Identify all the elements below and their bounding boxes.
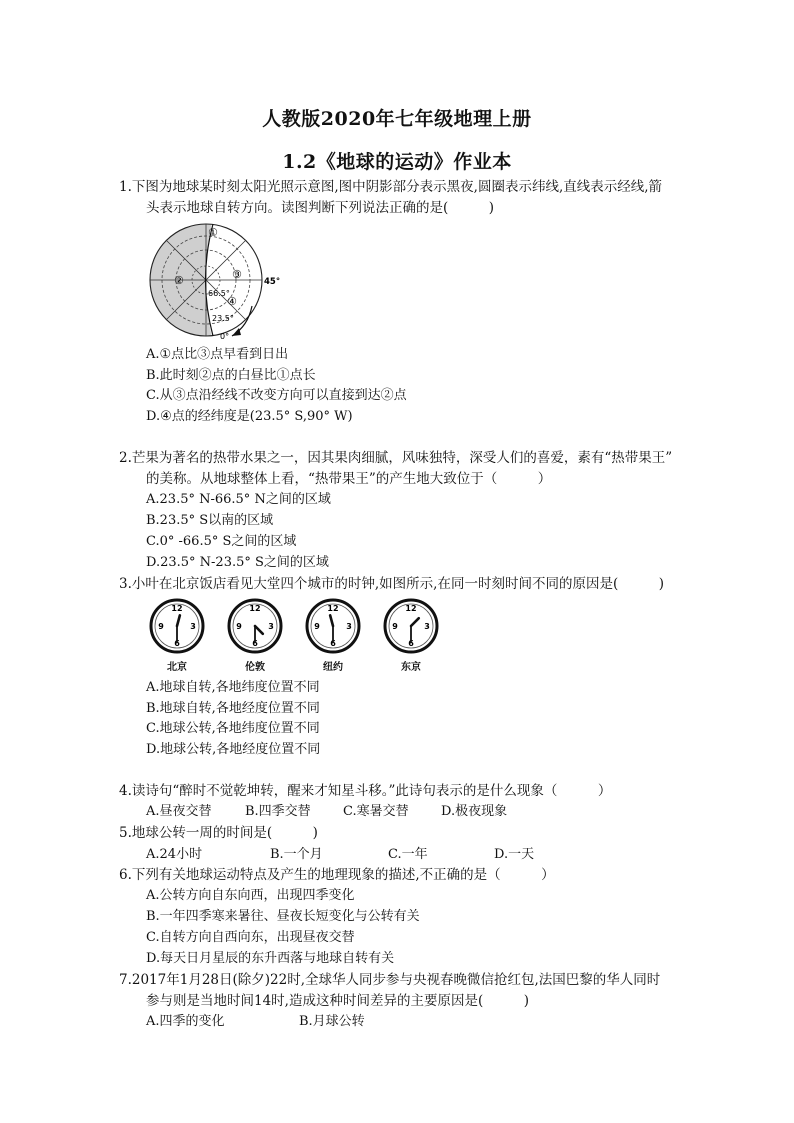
marker-1: ① [208,226,218,239]
q1-option-b[interactable]: B.此时刻②点的白昼比①点长 [146,368,316,383]
q1-option-c[interactable]: C.从③点沿经线不改变方向可以直接到达②点 [146,388,407,403]
clock-number: 3 [190,622,196,631]
clock-number: 9 [392,622,398,631]
q1-earth-illumination-diagram [140,218,290,343]
clock-number: 6 [330,639,336,648]
q4-option-b[interactable]: B.四季交替 [245,804,311,819]
q6-option-d[interactable]: D.每天日月星辰的东升西落与地球自转有关 [146,951,395,966]
clock-number: 12 [405,604,417,613]
page-subtitle: 1.2《地球的运动》作业本 [282,151,512,173]
clock-number: 12 [171,604,183,613]
q5-option-b[interactable]: B.一个月 [270,847,323,862]
clock-4 [378,596,448,658]
clock-city-label: 东京 [401,662,421,673]
q3-option-a[interactable]: A.地球自转,各地纬度位置不同 [146,680,320,695]
q5-option-c[interactable]: C.一年 [388,847,428,862]
clock-number: 9 [314,622,320,631]
clock-number: 6 [174,639,180,648]
q5-stem: 5.地球公转一周的时间是( ) [119,825,318,841]
q3-clocks-figure [143,596,463,674]
clock-number: 3 [346,622,352,631]
q1-stem-line2: 头表示地球自转方向。读图判断下列说法正确的是( ) [146,200,495,216]
q1-option-a[interactable]: A.①点比③点早看到日出 [146,347,289,362]
q4-stem: 4.读诗句“醉时不觉乾坤转，醒来才知星斗移。”此诗句表示的是什么现象（ ） [119,783,612,799]
q4-option-d[interactable]: D.极夜现象 [441,804,508,819]
clock-2 [222,596,292,658]
q3-option-b[interactable]: B.地球自转,各地经度位置不同 [146,701,320,716]
marker-4: ④ [227,295,237,308]
clock-number: 9 [236,622,242,631]
q1-stem-line1: 1.下图为地球某时刻太阳光照示意图,图中阴影部分表示黑夜,圆圈表示纬线,直线表示经线,箭 [119,179,663,195]
q2-option-d[interactable]: D.23.5° N-23.5° S之间的区域 [146,555,329,570]
q6-stem: 6.下列有关地球运动特点及产生的地理现象的描述,不正确的是（ ） [119,867,555,883]
q6-option-a[interactable]: A.公转方向自东向西，出现四季变化 [146,888,355,903]
clock-number: 6 [408,639,414,648]
q3-option-d[interactable]: D.地球公转,各地经度位置不同 [146,742,321,757]
q4-option-c[interactable]: C.寒暑交替 [343,804,409,819]
q2-option-b[interactable]: B.23.5° S以南的区域 [146,513,274,528]
marker-3: ③ [232,268,242,281]
q2-option-c[interactable]: C.0° -66.5° S之间的区域 [146,534,297,549]
clock-number: 3 [424,622,430,631]
q7-option-b[interactable]: B.月球公转 [299,1014,365,1029]
page-title: 人教版2020年七年级地理上册 [262,108,532,130]
q5-option-a[interactable]: A.24小时 [146,847,203,862]
q6-option-c[interactable]: C.自转方向自西向东，出现昼夜交替 [146,930,355,945]
clock-number: 12 [327,604,339,613]
marker-2: ② [174,274,184,287]
clock-number: 3 [268,622,274,631]
clock-number: 12 [249,604,261,613]
label-23-5: 23.5° [212,314,234,323]
clock-1 [144,596,214,658]
label-45: 45° [264,277,281,287]
q6-option-b[interactable]: B.一年四季寒来暑往、昼夜长短变化与公转有关 [146,909,420,924]
q2-stem-line1: 2.芒果为著名的热带水果之一，因其果肉细腻，风味独特，深受人们的喜爱，素有“热带果王” [119,450,673,466]
q5-option-d[interactable]: D.一天 [494,847,535,862]
clock-number: 6 [252,639,258,648]
label-66-5: 66.5° [208,289,230,298]
q2-stem-line2: 的美称。从地球整体上看，“热带果王”的产生地大致位于（ ） [146,471,552,487]
q4-option-a[interactable]: A.昼夜交替 [146,804,212,819]
clock-3 [300,596,370,658]
q3-stem: 3.小叶在北京饭店看见大堂四个城市的时钟,如图所示,在同一时刻时间不同的原因是( ) [119,576,664,592]
clock-city-label: 纽约 [323,662,343,673]
q7-stem-line2: 参与则是当地时间14时,造成这种时间差异的主要原因是( ) [146,993,530,1009]
q7-stem-line1: 7.2017年1月28日(除夕)22时,全球华人同步参与央视春晚微信抢红包,法国巴黎的华人同时 [119,972,661,988]
clock-city-label: 北京 [167,662,187,673]
q3-option-c[interactable]: C.地球公转,各地纬度位置不同 [146,721,320,736]
q1-option-d[interactable]: D.④点的经纬度是(23.5° S,90° W) [146,409,353,424]
rotation-arrow [232,306,252,336]
label-0: 0° [220,332,230,341]
q7-option-a[interactable]: A.四季的变化 [146,1014,225,1029]
q2-option-a[interactable]: A.23.5° N-66.5° N之间的区域 [146,492,331,507]
clock-number: 9 [158,622,164,631]
clock-city-label: 伦敦 [245,662,265,673]
